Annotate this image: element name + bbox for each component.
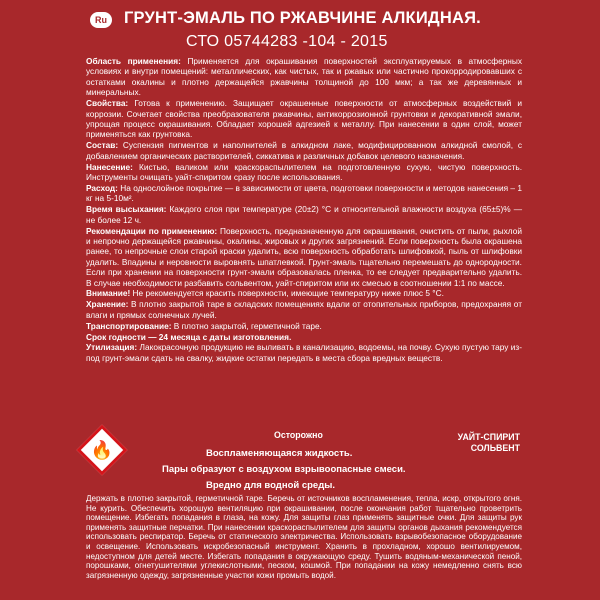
section-heading: Внимание! [86,288,131,299]
section-7 [86,288,522,298]
section-10 [86,332,522,342]
section-0 [86,56,522,98]
section-heading: Свойства: [86,98,129,109]
section-text: Каждого слоя при температуре (20±2) °С и относительной влажности воздуха (65±5)% — не более 12 ч. [86,204,522,225]
section-2 [86,140,522,161]
section-text: Суспензия пигментов и наполнителей в алкидном лаке, модифицированном алкидной смолой, с добавлением органических растворителей, сиккатива и различных добавок целевого назначения. [86,140,522,161]
section-heading: Время высыхания: [86,204,167,215]
section-text: На однослойное покрытие — в зависимости от цвета, подготовки поверхности и методов нанесения – 1 кг на 5-10м². [86,182,522,204]
section-text: Не рекомендуется красить поверхности, имеющие температуру ниже плюс 5 °С. [130,288,444,299]
section-heading: Состав: [86,140,119,151]
section-text: Кистью, валиком или краскораспылителем на подготовленную сухую, чистую поверхность. Инструменты очищать уайт-спиритом сразу после использования. [86,161,522,182]
section-11 [86,342,522,363]
component-solvent: СОЛЬВЕНТ [470,443,520,453]
component-white-spirit: УАЙТ-СПИРИТ [457,432,520,442]
signal-word: Осторожно [274,430,323,440]
section-3 [86,162,522,183]
hazard-statement-3: Вредно для водной среды. [206,480,336,491]
hazardous-components [458,432,520,454]
section-text: Применяется для окрашивания поверхностей эксплуатируемых в атмосферных условиях и внутри помещений: металлических, как чистых, так и ржавых или частично прокорродировавших с остатками окалины и плотно держащейся ржавчины толщиной до 100 мкм; а так же деревянных и минеральных. [86,56,522,98]
section-heading: Срок годности — 24 месяца с даты изготовления. [86,331,292,342]
section-heading: Рекомендации по применению: [86,225,218,236]
description-sections [86,56,522,364]
section-text: Лакокрасочную продукцию не выливать в канализацию, водоемы, на почву. Сухую пустую тару из-под грунт-эмали сдать на свалку, жидкие остатки передать в места сбора вредных веществ. [86,342,522,363]
section-heading: Утилизация: [86,342,138,353]
standard-number: СТО 05744283 -104 - 2015 [186,33,388,50]
language-badge: Ru [90,12,112,28]
section-1 [86,98,522,140]
section-heading: Хранение: [86,299,129,310]
section-6 [86,226,522,288]
flame-icon: 🔥 [90,440,114,460]
section-text: Поверхность, предназначенную для окрашивания, очистить от пыли, рыхлой и непрочно держащейся ржавчины, окалины, жировых и других загрязнений. Если поверхность была окрашена ранее, то непрочные слои старой краски удалить, всю поверхность обработать шлифовкой, пыль от шлифовки удалить. Впадины и неровности выровнять шпатлевкой. Грунт-эмаль тщательно перемешать до однородности. Если при хранении на поверхности грунт-эмали образовалась пленка, то ее следует предварительно удалить. В случае необходимости разбавить сольвентом, уайт-спиритом или их смесью в соотношении 1:1 по массе. [86,225,522,288]
hazard-statement-1: Воспламеняющаяся жидкость. [206,448,353,459]
section-9 [86,321,522,331]
section-text: Готова к применению. Защищает окрашенные поверхности от атмосферных воздействий и коррозии. Сочетает свойства преобразователя ржавчины, антикоррозионной грунтовки и декоративной эмали, упрощая процесс окрашивания. Обладает хорошей адгезией к металлу. При нанесении в один слой, может применяться как грунтовка. [86,98,522,140]
section-heading: Нанесение: [86,161,133,172]
section-5 [86,204,522,225]
section-heading: Область применения: [86,56,181,66]
section-4 [86,183,522,204]
section-heading: Расход: [86,182,118,193]
section-text: В плотно закрытой таре в складских помещениях вдали от отопительных приборов, предохраняя от влаги и прямых солнечных лучей. [86,299,522,320]
hazard-statement-2: Пары образуют с воздухом взрывоопасные смеси. [162,464,406,475]
product-title: ГРУНТ-ЭМАЛЬ ПО РЖАВЧИНЕ АЛКИДНАЯ. [124,9,481,27]
section-heading: Транспортирование: [86,320,172,331]
hazard-block [78,428,526,492]
precautionary-statements [86,494,522,580]
precaution-text: Держать в плотно закрытой, герметичной таре. Беречь от источников воспламенения, тепла, искр, открытого огня. Не курить. Обеспечить хорошую вентиляцию при окрашивании, после окончания работ тщательно проветрить помещение. Избегать попадания в глаза, на кожу. Для защиты глаз применять защитные очки. Для защиты рук применять защитные перчатки. При нанесении краскораспылителем для защиты органов дыхания рекомендуется использовать респиратор. Беречь от статического электричества. Использовать взрывобезопасное оборудование и освещение. Использовать искробезопасный инструмент. Хранить в прохладном, хорошо вентилируемом, недоступном для детей месте. Избегать попадания в окружающую среду. Тушить водяным-механической пеной, порошками, огнетушителями углекислотными, песком, кошмой. При попадании на кожу немедленно снять всю загрязненную одежду, загрязненные участки кожи промыть водой. [86,494,522,580]
section-8 [86,299,522,320]
section-text: В плотно закрытой, герметичной таре. [171,320,322,331]
